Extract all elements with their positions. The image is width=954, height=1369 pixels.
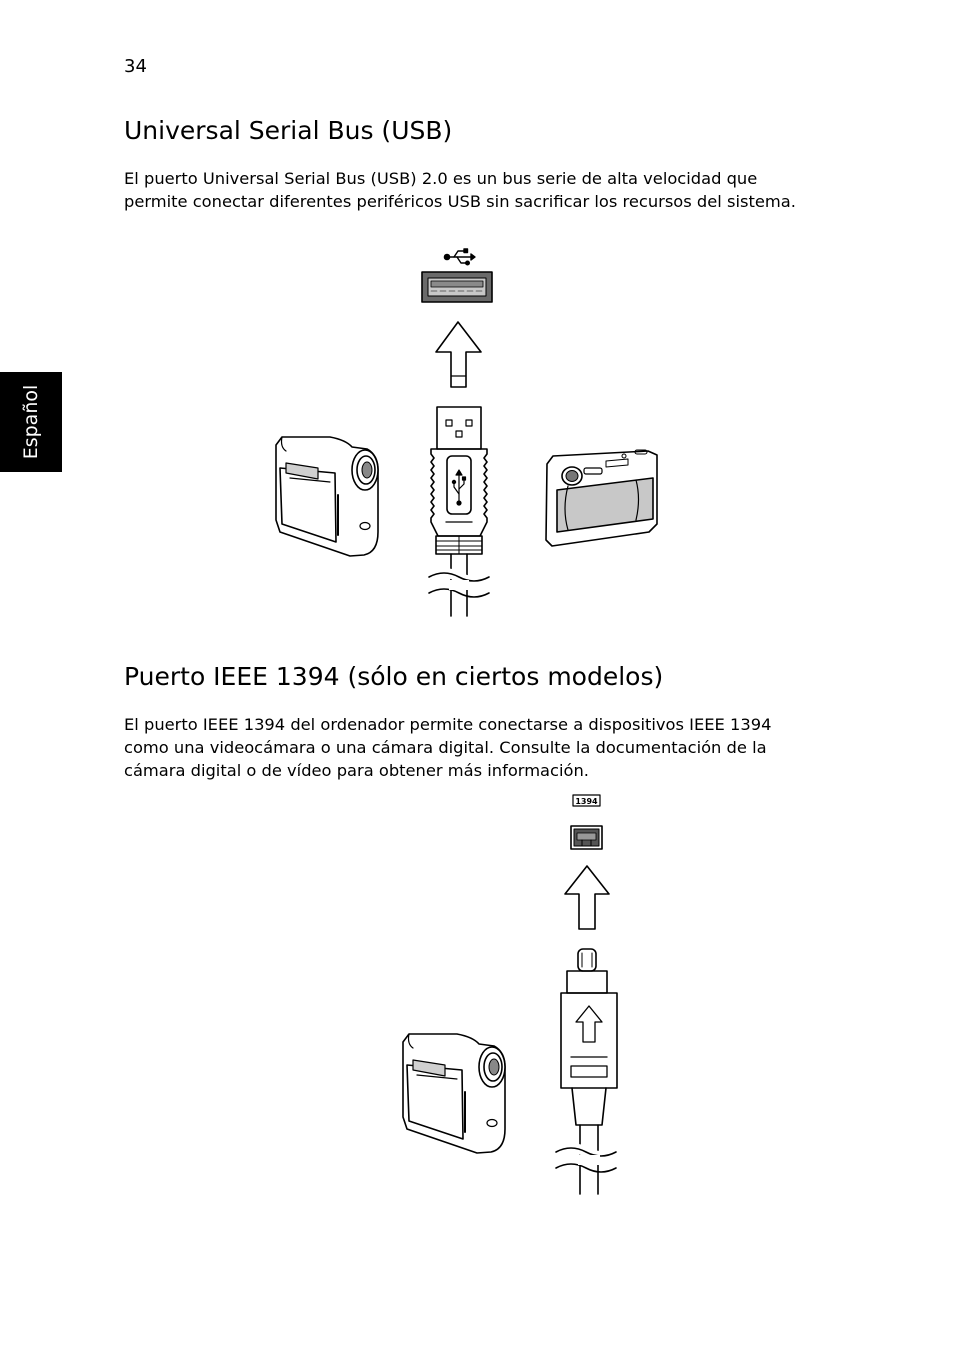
usb-port-icon — [422, 272, 492, 302]
camcorder-icon — [276, 437, 378, 556]
up-arrow-icon — [436, 322, 481, 387]
up-arrow-icon — [565, 866, 609, 929]
section-title-usb: Universal Serial Bus (USB) — [124, 116, 453, 145]
ieee1394-port-icon — [571, 826, 602, 849]
language-tab-label: Español — [20, 384, 42, 460]
ieee1394-figure — [403, 795, 617, 1194]
camcorder-icon — [403, 1034, 505, 1153]
ieee1394-plug-icon — [556, 949, 617, 1194]
section-body-usb: El puerto Universal Serial Bus (USB) 2.0 es un bus serie de alta velocidad que permite conectar diferentes periféricos USB sin sacrificar los recursos del sistema. — [124, 169, 796, 211]
ieee1394-port-label-text: 1394 — [575, 797, 598, 806]
usb-trident-icon — [444, 249, 475, 265]
digital-camera-icon — [546, 450, 657, 546]
usb-figure — [276, 249, 657, 616]
section-body-ieee1394: El puerto IEEE 1394 del ordenador permite conectarse a dispositivos IEEE 1394 como una videocámara o una cámara digital. Consulte la documentación de la cámara digital o de vídeo para obtener más información. — [124, 715, 772, 780]
page-number: 34 — [124, 56, 147, 77]
ieee1394-port-label — [573, 795, 600, 806]
usb-plug-icon — [429, 407, 489, 616]
section-title-ieee1394: Puerto IEEE 1394 (sólo en ciertos modelos) — [124, 662, 664, 691]
